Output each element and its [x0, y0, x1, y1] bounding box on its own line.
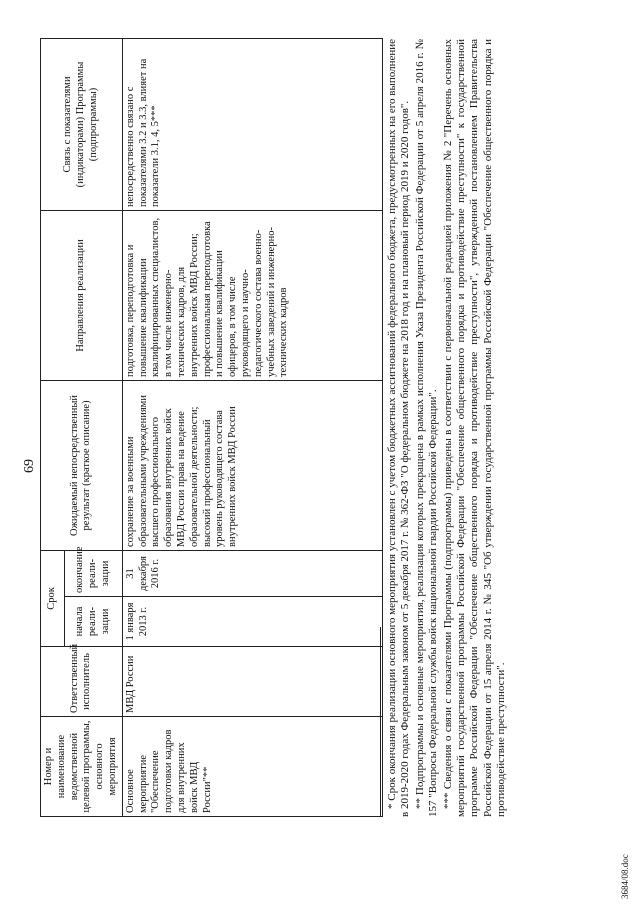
header-indicators: Связь с показателями (индикаторами) Программы (подпрограммы) — [41, 38, 123, 210]
footnote-rule — [380, 627, 381, 817]
footnote-2: ** Подпрограммы и основные мероприятия, реализация которых прекращена в рамках исполнения Указа Президента Российской Федерации от 5 апреля 2016 г. № 157 "Вопросы Федеральной службы войск национальной гвардии Российской Федерации". — [413, 39, 440, 817]
footnotes — [380, 39, 510, 817]
cell-expected-result: сохранение за военными образовательными учреждениями высшего профессионального образования внутренних войск МВД России права на ведение образовательной деятельности; высокий профессиональный уровень руководящего состава внутренних войск МВД России — [122, 380, 382, 550]
program-table — [40, 38, 383, 817]
header-srok: Срок — [41, 550, 65, 646]
header-row — [41, 38, 65, 816]
cell-start: 1 января 2013 г. — [122, 597, 382, 647]
cell-directions: подготовка, переподготовка и повышение квалификации квалифицированных специалистов, в том числе инженерно-технических кадров, для внутренних войск МВД России; профессиональная переподготовка и повышение квалификации офицеров, в том числе руководящего и научно-педагогического состава военно-учебных заведений и инженерно-технических кадров — [122, 210, 382, 380]
header-start: начала реали-зации — [64, 597, 122, 647]
header-directions: Направления реализации — [41, 210, 123, 380]
document-code: 3684/08.doc — [620, 854, 630, 899]
header-responsible: Ответственный исполнитель — [41, 647, 123, 717]
cell-indicators: непосредственно связано с показателями 3.2 и 3.3, влияет на показатели 3.1, 4, 5*** — [122, 38, 382, 210]
table-row — [122, 38, 382, 816]
page-number: 69 — [22, 459, 37, 473]
cell-responsible: МВД России — [122, 647, 382, 717]
footnote-3: *** Сведения о связи с показателями Программы (подпрограммы) приведены в соответствии с первоначальной редакцией приложения № 2 "Перечень основных мероприятий государственной программы Российской Федерации "Обеспечение общественного порядка и противодействие преступности" к государственной программе Российской Федерации "Обеспечение общественного порядка и противодействие преступности", утвержденной постановлением Правительства Российской Федерации от 15 апреля 2014 г. № 345 "Об утверждении государственной программы Российской Федерации "Обеспечение общественного порядка и противодействие преступности". — [441, 39, 508, 817]
cell-end: 31 декабря 2016 г. — [122, 550, 382, 596]
header-end: окончание реали-зации — [64, 550, 122, 596]
cell-program-name: Основное мероприятие "Обеспечение подготовки кадров для внутренних войск МВД России"** — [122, 717, 382, 817]
header-expected-result: Ожидаемый непосредственный результат (краткое описание) — [41, 380, 123, 550]
footnote-1: * Срок окончания реализации основного мероприятия установлен с учетом бюджетных ассигнований федерального бюджета, предусмотренных на его выполнение в 2019-2020 годах Федеральным законом от 5 декабря 2017 г. № 362-ФЗ "О федеральном бюджете на 2018 год и на плановый период 2019 и 2020 годов". — [386, 39, 412, 817]
header-program-name: Номер и наименование ведомственной целевой программы, основного мероприятия — [41, 717, 123, 817]
